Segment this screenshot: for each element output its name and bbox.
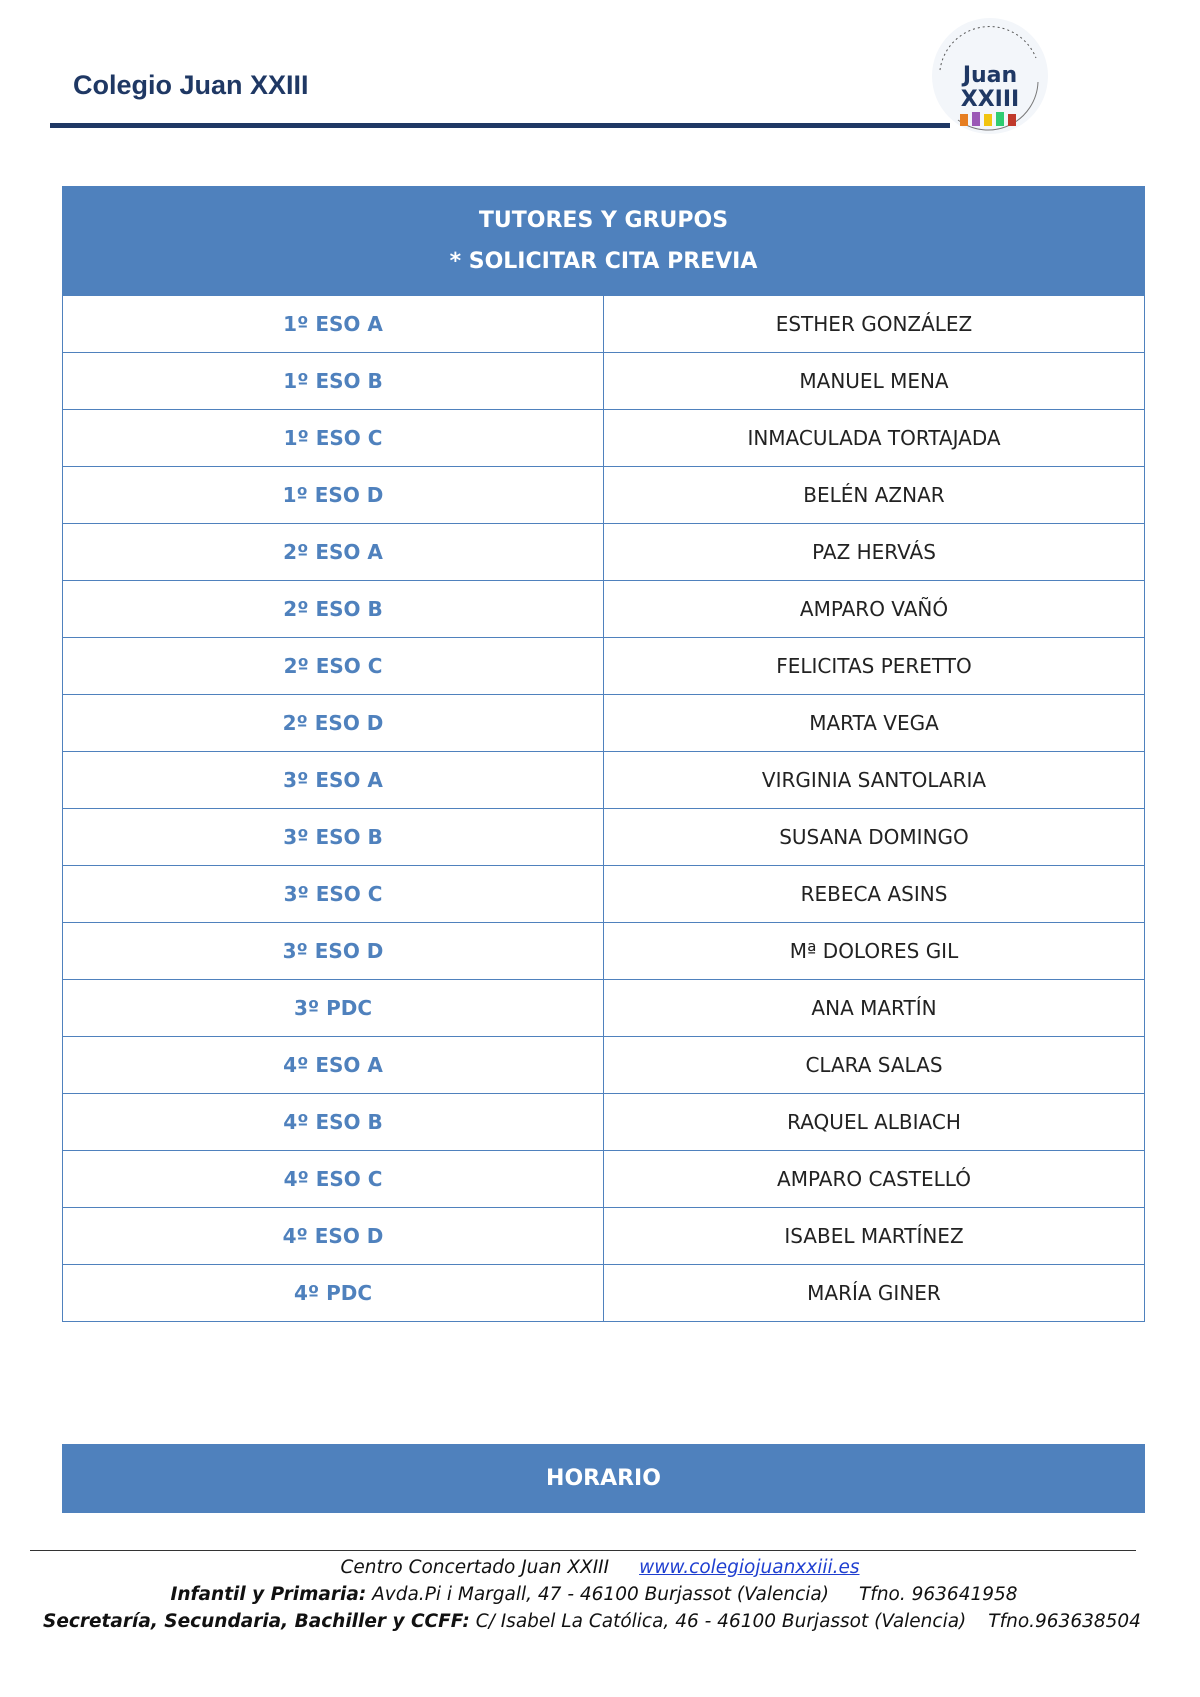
footer-primary-label: Infantil y Primaria: <box>170 1584 367 1605</box>
table-body <box>63 296 1145 1322</box>
table-row <box>63 467 1145 524</box>
tutor-cell: MARTA VEGA <box>604 695 1145 752</box>
group-cell: 1º ESO D <box>63 467 604 524</box>
group-cell: 1º ESO C <box>63 410 604 467</box>
group-cell: 4º ESO D <box>63 1208 604 1265</box>
table-header-row <box>63 187 1145 296</box>
group-cell: 2º ESO B <box>63 581 604 638</box>
table-row <box>63 524 1145 581</box>
table-title-line2: * SOLICITAR CITA PREVIA <box>449 249 758 274</box>
table-row <box>63 410 1145 467</box>
table-row <box>63 1037 1145 1094</box>
table-title-line1: TUTORES Y GRUPOS <box>478 208 729 233</box>
tutor-cell: RAQUEL ALBIACH <box>604 1094 1145 1151</box>
tutor-cell: ESTHER GONZÁLEZ <box>604 296 1145 353</box>
group-cell: 3º ESO B <box>63 809 604 866</box>
tutor-cell: PAZ HERVÁS <box>604 524 1145 581</box>
logo-emblem-icon <box>918 10 1058 140</box>
footer-line-1 <box>0 1557 1200 1578</box>
table-row <box>63 1094 1145 1151</box>
table-row <box>63 752 1145 809</box>
tutor-cell: REBECA ASINS <box>604 866 1145 923</box>
website-link[interactable]: www.colegiojuanxxiii.es <box>639 1557 860 1578</box>
table-row <box>63 809 1145 866</box>
group-cell: 3º PDC <box>63 980 604 1037</box>
footer-primary-address: Avda.Pi i Margall, 47 - 46100 Burjassot (Valencia) <box>372 1584 829 1605</box>
tutor-cell: AMPARO VAÑÓ <box>604 581 1145 638</box>
table-row <box>63 695 1145 752</box>
footer-secretary-label: Secretaría, Secundaria, Bachiller y CCFF: <box>43 1611 470 1632</box>
table-row <box>63 1265 1145 1322</box>
school-logo <box>918 10 1058 140</box>
school-name: Colegio Juan XXIII <box>73 70 309 100</box>
tutor-cell: INMACULADA TORTAJADA <box>604 410 1145 467</box>
footer-secretary-phone: Tfno.963638504 <box>988 1611 1141 1632</box>
group-cell: 4º ESO C <box>63 1151 604 1208</box>
tutor-cell: MARÍA GINER <box>604 1265 1145 1322</box>
tutor-cell: ISABEL MARTÍNEZ <box>604 1208 1145 1265</box>
group-cell: 1º ESO B <box>63 353 604 410</box>
header-divider <box>50 123 950 128</box>
group-cell: 4º ESO A <box>63 1037 604 1094</box>
group-cell: 2º ESO C <box>63 638 604 695</box>
group-cell: 4º ESO B <box>63 1094 604 1151</box>
table-row <box>63 866 1145 923</box>
table-row <box>63 638 1145 695</box>
footer-divider <box>30 1550 1136 1551</box>
footer-line-2 <box>0 1584 1194 1605</box>
svg-text:Juan: Juan <box>962 63 1018 88</box>
footer-primary-phone: Tfno. 963641958 <box>859 1584 1018 1605</box>
horario-title: HORARIO <box>546 1466 661 1491</box>
tutor-cell: CLARA SALAS <box>604 1037 1145 1094</box>
horario-header <box>62 1444 1145 1513</box>
table-row <box>63 1208 1145 1265</box>
footer-center-name: Centro Concertado Juan XXIII <box>340 1557 610 1578</box>
tutor-cell: BELÉN AZNAR <box>604 467 1145 524</box>
group-cell: 3º ESO D <box>63 923 604 980</box>
tutor-cell: MANUEL MENA <box>604 353 1145 410</box>
tutor-cell: ANA MARTÍN <box>604 980 1145 1037</box>
table-row <box>63 923 1145 980</box>
group-cell: 1º ESO A <box>63 296 604 353</box>
table-row <box>63 1151 1145 1208</box>
group-cell: 2º ESO A <box>63 524 604 581</box>
tutor-cell: Mª DOLORES GIL <box>604 923 1145 980</box>
tutor-cell: SUSANA DOMINGO <box>604 809 1145 866</box>
footer-line-3 <box>0 1611 1192 1632</box>
table-row <box>63 353 1145 410</box>
table-row <box>63 296 1145 353</box>
tutors-table <box>62 186 1145 1322</box>
group-cell: 3º ESO A <box>63 752 604 809</box>
tutor-cell: FELICITAS PERETTO <box>604 638 1145 695</box>
table-row <box>63 581 1145 638</box>
tutor-cell: VIRGINIA SANTOLARIA <box>604 752 1145 809</box>
svg-text:XXIII: XXIII <box>960 87 1020 112</box>
group-cell: 4º PDC <box>63 1265 604 1322</box>
table-row <box>63 980 1145 1037</box>
group-cell: 3º ESO C <box>63 866 604 923</box>
group-cell: 2º ESO D <box>63 695 604 752</box>
table-title <box>63 187 1145 296</box>
tutor-cell: AMPARO CASTELLÓ <box>604 1151 1145 1208</box>
footer-secretary-address: C/ Isabel La Católica, 46 - 46100 Burjassot (Valencia) <box>475 1611 967 1632</box>
